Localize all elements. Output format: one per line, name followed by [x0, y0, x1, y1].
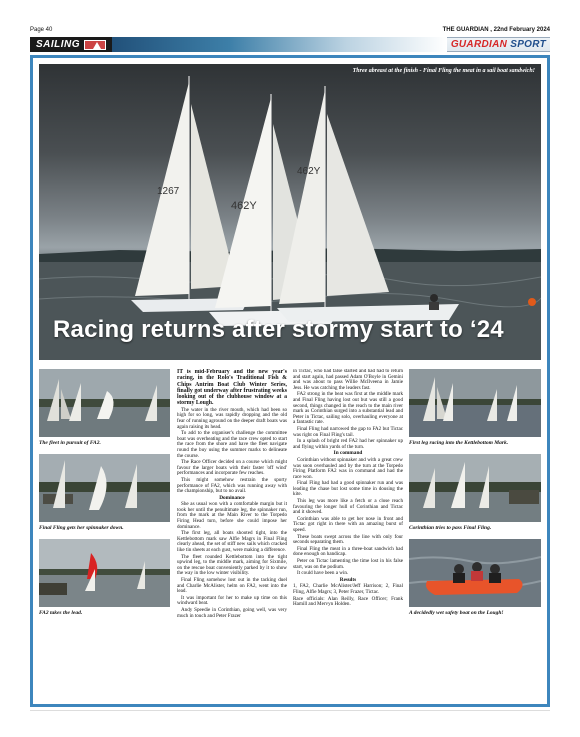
article-paragraph: Corinthian without spinnaker and with a great crew was soon overhauled and by the turn at the Torpedo Firing Platform FA2 was in command and had the race won.: [293, 456, 403, 480]
subheading: In command: [333, 450, 363, 457]
article-paragraph: Peter on Tictac lamenting the time lost in his false start, was on the podium.: [293, 558, 403, 570]
brand-sport: SPORT: [510, 39, 546, 50]
photo-fa2-lead: [39, 539, 170, 607]
article-paragraph: The water in the river mouth, which had been so high for so long, was rapidly dropping and the old fear of running aground on the deeper draft boats was again raising its head.: [177, 406, 287, 430]
article-column-2: [293, 369, 403, 701]
hero-caption: Three abreast at the finish - Final Fling the meat in a sail boat sandwich!: [352, 68, 535, 74]
story-frame: [30, 55, 550, 707]
article-paragraph: This leg was more like a fetch or a close reach favouring the longer hull of Corinthian and Tictac and it showed.: [293, 498, 403, 516]
photo-caption: Final Fling gets her spinnaker down.: [39, 525, 124, 531]
sailboat-icon: [84, 40, 106, 50]
article-paragraph: She as usual won with a comfortable margin but it took her until the penultimate leg, the spinnaker run, from the mark at the Main River to the Torpedo Firing Head turn, before she could impose her dominance.: [177, 501, 287, 530]
hero-photo: [39, 64, 541, 360]
race-buoy: [528, 298, 536, 306]
photo-corinthian: [409, 454, 541, 522]
article-paragraph: in Tictac, who had false started and had had to return and start again, had passed Adam O'Boyle in Gemini and was about to pass Willie McIlveena in Jamie Jess. He was catching the leaders fast.: [293, 369, 403, 391]
section-label: [30, 37, 112, 52]
brand-guardian: GUARDIAN: [450, 39, 508, 50]
photo-safety-boat: [409, 539, 541, 607]
article-paragraph: To add to the organiser's challenge the committee boat was overheating and the race crew opted to start the race from the shore and have the fleet navigate round the buy using the summer marks to delineate the course.: [177, 430, 287, 459]
subheading: Dominance: [219, 494, 245, 501]
photo-caption: A decidedly wet safety boat on the Lough!: [409, 610, 504, 616]
article-paragraph: Final Fling had had a good spinnaker run and was leading the chase but lost some time in dousing the kite.: [293, 480, 403, 498]
article-paragraph: This might somehow restrain the sporty performance of FA2, which was running away with the championship, but to no avail.: [177, 476, 287, 495]
article-paragraph: IT is mid-February and the new year's racing, in the Rolo's Traditional Fish & Chips Antrim Boat Club Winter Series, finally got underway after frustrating weeks looking out of the clubhouse window at a stormy Lough.: [177, 369, 287, 407]
boat3-jib: [327, 114, 389, 296]
page-footer-rule: [30, 710, 550, 711]
results-heading: Results: [339, 576, 357, 583]
paper-date: THE GUARDIAN , 22nd February 2024: [442, 27, 550, 33]
boat1-sail-number: 1267: [157, 186, 180, 197]
article-paragraph: It was important for her to make up time on this windward beat.: [177, 594, 287, 607]
headline: Racing returns after stormy start to ‘24: [53, 316, 504, 343]
banner-stripe: [112, 37, 447, 52]
article-body: [177, 369, 403, 701]
article-column-1: [177, 369, 287, 701]
photo-spinnaker-down: [39, 454, 170, 522]
article-paragraph: Final Fling the meat in a three-boat sandwich had done enough on handicap.: [293, 545, 403, 558]
photo-caption: Corinthian tries to pass Final Fling.: [409, 525, 492, 531]
article-paragraph: These boats swept across the line with only four seconds separating them.: [293, 533, 403, 546]
race-officials: Race officials: Alan Reilly, Race Officer; Frank Hamill and Mervyn Holden.: [293, 595, 403, 608]
photo-fleet-pursuit: [39, 369, 170, 437]
article-paragraph: The fleet rounded Kettlebottom into the tight upwind leg, to the middle mark, aiming for Sixmile, on the rescue boat conveniently parked by it to show the way in the low winter visibility.: [177, 553, 287, 577]
photo-first-leg: [409, 369, 541, 437]
photo-caption: First leg racing into the Kettlebottom Mark.: [409, 440, 509, 446]
article-paragraph: It could have been a win.: [297, 570, 349, 577]
right-photo-column: [409, 369, 541, 624]
section-banner: [30, 37, 550, 52]
article-paragraph: Corinthian was able to get her nose in front and Tictac got right in there with an amazing burst of speed.: [293, 515, 403, 534]
page-number: Page 40: [30, 27, 53, 33]
section-title: SAILING: [36, 39, 81, 50]
article-paragraph: Andy Speedie in Corinthian, going well, was very much in touch and Peter Frazer: [177, 606, 287, 619]
article-paragraph: The first leg, all boats shooted tight, into the Kettlebottom mark saw Alfie Magrs in Final Fling clearly ahead, the set of stiff new sails which cracked like tin sheets at each gust, were making a difference.: [177, 530, 287, 554]
boat3-sail-number: 462Y: [297, 166, 321, 177]
safety-rib: [426, 579, 523, 595]
photo-caption: The fleet in pursuit of FA2.: [39, 440, 101, 446]
brand-logo: [447, 39, 550, 50]
article-paragraph: Final Fling had narrowed the gap to FA2 but Tictac was right on Final Fling's tail.: [293, 425, 403, 438]
boat2-sail-number: 462Y: [231, 200, 257, 212]
results-text: 1, FA2, Charlie McAlister/Jeff Harrison; 2, Final Fling, Alfie Magrs; 3, Peter Frazer, Tictac.: [293, 583, 403, 595]
article-paragraph: The Race Officer decided on a course which might favour the larger boats with their faster 'off wind' performances and incorporate few reaches.: [177, 459, 287, 477]
photo-caption: FA2 takes the lead.: [39, 610, 83, 616]
page-header: [30, 24, 550, 36]
article-paragraph: Final Fling somehow lost out in the tacking duel and Charlie McAlister, helm on FA2, went into the lead.: [177, 577, 287, 595]
article-paragraph: In a splash of bright red FA2 had her spinnaker up and flying within yards of the turn.: [293, 438, 403, 450]
left-photo-column: [39, 369, 170, 624]
article-paragraph: FA2 strong in the beat was first at the middle mark and Final Fling having lost out but was still a good second, things changed in the reach to the main river mark as Corinthian surged into a substantial lead and Peter in Tictac, sailing solo, overhauling everyone at a fantastic rate.: [293, 391, 403, 426]
